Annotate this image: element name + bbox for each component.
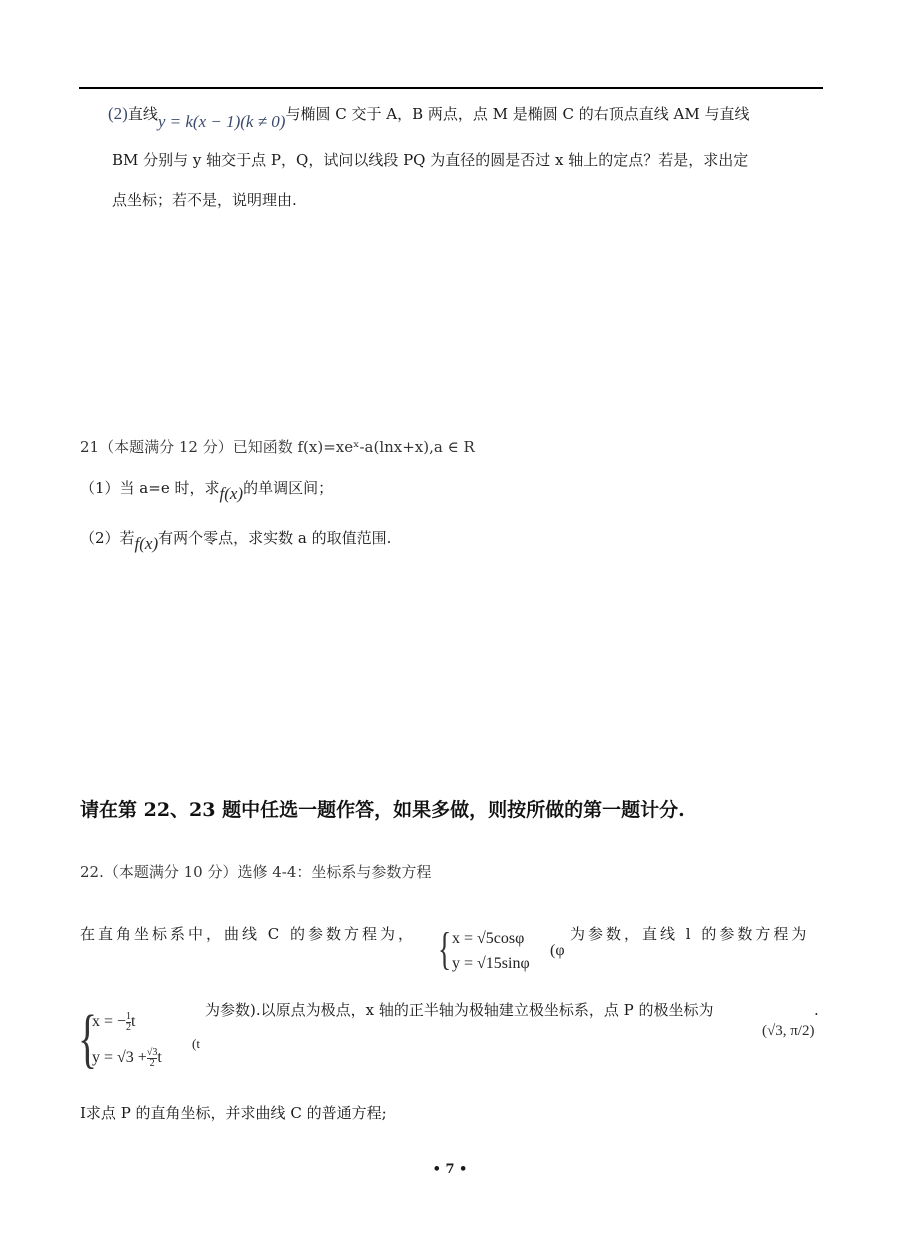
selection-notice: 请在第 22、23 题中任选一题作答，如果多做，则按所做的第一题计分. xyxy=(80,799,685,821)
q22-intro: 在直角坐标系中，曲线 C 的参数方程为， xyxy=(80,925,417,943)
fraction-denominator: 2 xyxy=(126,1022,132,1033)
q22-title: 22.（本题满分 10 分）选修 4-4：坐标系与参数方程 xyxy=(80,863,432,881)
line-equation: y = k(x − 1)(k ≠ 0) xyxy=(157,112,286,131)
part-label: (2) xyxy=(108,104,128,123)
q21-part1-pre: （1）当 a=e 时，求 xyxy=(80,479,220,497)
line-x-t: t xyxy=(131,1013,136,1031)
q21-title: 21（本题满分 12 分）已知函数 f(x)=xeˣ-a(lnx+x),a ∈ R xyxy=(80,438,475,456)
curve-y-equation: y = √15sinφ xyxy=(452,955,530,972)
curve-parameter: (φ xyxy=(550,942,565,959)
q22-curve-tail: 为参数，直线 l 的参数方程为 xyxy=(570,925,810,943)
q22-line-tail: 为参数).以原点为极点，x 轴的正半轴为极轴建立极坐标系，点 P 的极坐标为 xyxy=(205,1001,714,1019)
curve-x-equation: x = √5cosφ xyxy=(452,930,525,947)
line-y-equation xyxy=(92,1048,162,1069)
q20-lead: 直线 xyxy=(127,105,158,123)
q21-part1-post: 的单调区间； xyxy=(243,479,334,497)
line-parametric-system xyxy=(78,1002,208,1076)
q20-part2-line1 xyxy=(108,104,750,131)
brace: { xyxy=(438,923,452,974)
q21-part1 xyxy=(80,478,334,503)
fraction-denominator: 2 xyxy=(147,1058,158,1069)
q20-line1-rest: 与椭圆 C 交于 A，B 两点，点 M 是椭圆 C 的右顶点直线 AM 与直线 xyxy=(285,105,750,123)
q21-part2 xyxy=(80,528,392,553)
q21-part2-post: 有两个零点，求实数 a 的取值范围. xyxy=(158,529,392,547)
line-x-lhs: x = − xyxy=(92,1013,127,1031)
polar-coordinate: (√3, π/2) xyxy=(762,1023,815,1039)
function-fx: f(x) xyxy=(134,534,159,553)
fraction-numerator: √3 xyxy=(146,1047,158,1058)
line-parameter: (t xyxy=(192,1036,200,1051)
line-y-t: t xyxy=(157,1049,162,1067)
curve-parametric-system xyxy=(438,923,568,978)
brace: { xyxy=(78,1002,98,1075)
polar-end: . xyxy=(814,1001,819,1019)
page-number: • 7 • xyxy=(432,1162,468,1177)
q22-part1: Ⅰ求点 P 的直角坐标，并求曲线 C 的普通方程; xyxy=(80,1104,387,1122)
header-rule xyxy=(79,87,823,89)
q20-part2-line2: BM 分别与 y 轴交于点 P，Q，试问以线段 PQ 为直径的圆是否过 x 轴上的定点？若是，求出定 xyxy=(112,151,749,169)
fraction xyxy=(147,1048,158,1069)
line-y-lhs: y = √3 + xyxy=(92,1049,147,1067)
q21-part2-pre: （2）若 xyxy=(80,529,135,547)
function-fx: f(x) xyxy=(219,484,244,503)
line-x-equation xyxy=(92,1012,136,1033)
fraction-numerator: 1 xyxy=(126,1011,132,1022)
q20-part2-line3: 点坐标；若不是，说明理由. xyxy=(112,191,297,209)
